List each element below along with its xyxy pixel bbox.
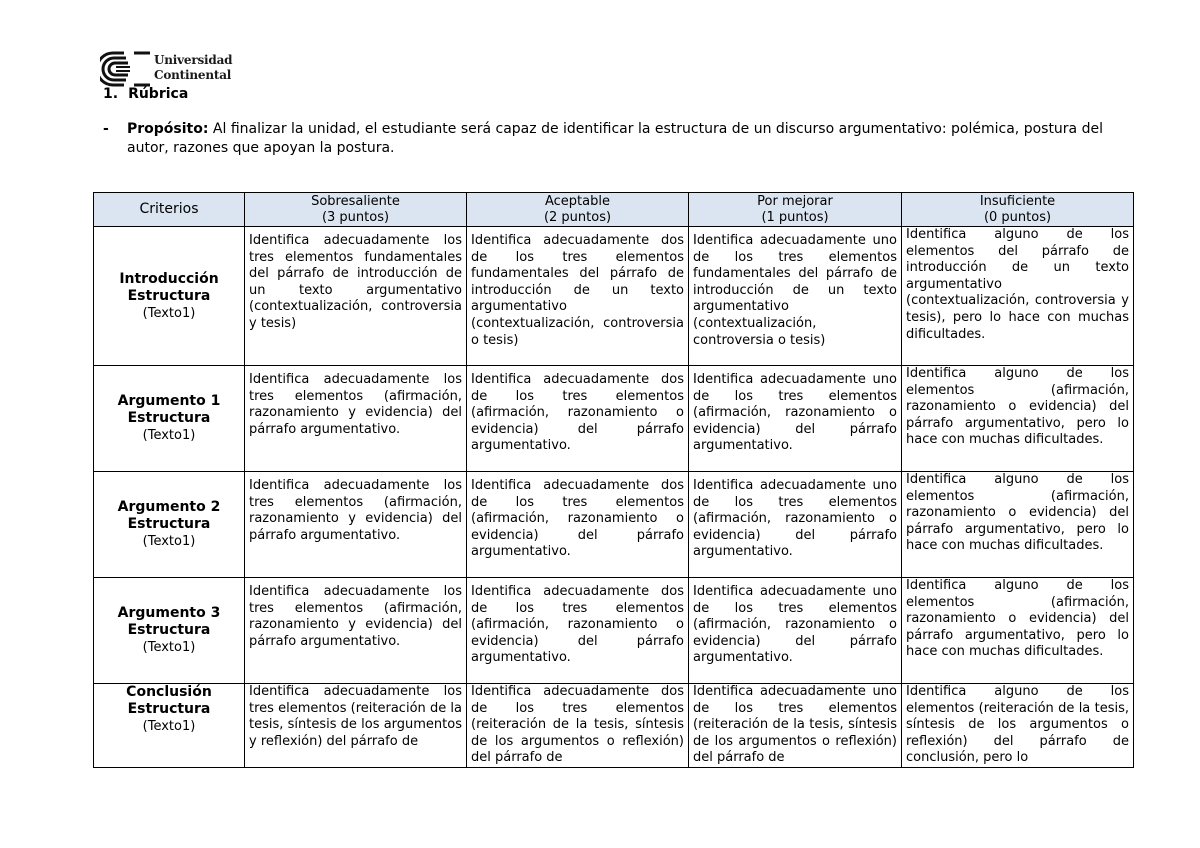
- cell-sobresaliente: Identifica adecuadamente los tres elementos (afirmación, razonamiento y evidencia) del párrafo argumentativo.: [245, 366, 467, 472]
- criterion-title: Argumento 1: [117, 393, 221, 409]
- table-row-introduccion: [94, 227, 1134, 366]
- purpose-text-block: [127, 120, 1123, 158]
- cell-insuficiente: Identifica alguno de los elementos del párrafo de introducción de un texto argumentativo (contextualización, controversia y tesis), pero lo hace con muchas dificultades.: [902, 227, 1134, 366]
- cell-aceptable: Identifica adecuadamente dos de los tres elementos (afirmación, razonamiento o evidencia) del párrafo argumentativo.: [467, 366, 689, 472]
- cell-por-mejorar: Identifica adecuadamente uno de los tres elementos (afirmación, razonamiento o evidencia) del párrafo argumentativo.: [689, 366, 902, 472]
- cell-por-mejorar: Identifica adecuadamente uno de los tres elementos (afirmación, razonamiento o evidencia) del párrafo argumentativo.: [689, 578, 902, 684]
- criterion-subtitle: Estructura: [127, 622, 211, 638]
- header-title: Por mejorar: [757, 194, 833, 209]
- criterion-source: (Texto1): [142, 428, 196, 443]
- purpose-paragraph: [103, 120, 1123, 158]
- table-row-conclusion: [94, 684, 1134, 768]
- table-row-argumento-2: [94, 472, 1134, 578]
- cell-insuficiente: Identifica alguno de los elementos (afirmación, razonamiento o evidencia) del párrafo argumentativo, pero lo hace con muchas dificultades.: [902, 472, 1134, 578]
- logo-line-2: Continental: [154, 68, 232, 82]
- criterion-subtitle: Estructura: [127, 410, 211, 426]
- criterion-source: (Texto1): [142, 534, 196, 549]
- cell-por-mejorar: Identifica adecuadamente uno de los tres elementos fundamentales del párrafo de introducción de un texto argumentativo (contextualización, controversia o tesis): [689, 227, 902, 366]
- cell-aceptable: Identifica adecuadamente dos de los tres elementos (afirmación, razonamiento o evidencia) del párrafo argumentativo.: [467, 472, 689, 578]
- section-number: 1.: [103, 86, 119, 102]
- header-criterios: [94, 193, 245, 227]
- logo-line-1: Universidad: [154, 53, 233, 67]
- header-title: Criterios: [139, 200, 199, 217]
- table-header-row: [94, 193, 1134, 227]
- purpose-text: Al finalizar la unidad, el estudiante será capaz de identificar la estructura de un discurso argumentativo: polémica, postura del autor, razones que apoyan la postura.: [127, 121, 1103, 156]
- criterion-source: (Texto1): [142, 305, 196, 321]
- cell-por-mejorar: Identifica adecuadamente uno de los tres elementos (afirmación, razonamiento o evidencia) del párrafo argumentativo.: [689, 472, 902, 578]
- cell-sobresaliente: Identifica adecuadamente los tres elementos (reiteración de la tesis, síntesis de los argumentos y reflexión) del párrafo de: [245, 684, 467, 768]
- section-title: Rúbrica: [128, 86, 189, 102]
- header-aceptable: [467, 193, 689, 227]
- header-title: Sobresaliente: [311, 194, 400, 209]
- criterion-cell: [94, 578, 245, 684]
- cell-sobresaliente: Identifica adecuadamente los tres elementos fundamentales del párrafo de introducción de un texto argumentativo (contextualización, controversia y tesis): [245, 227, 467, 366]
- criterion-title: Introducción: [119, 270, 219, 287]
- header-title: Aceptable: [545, 194, 610, 209]
- bullet-dash: -: [103, 121, 109, 137]
- header-points: (3 puntos): [321, 209, 390, 225]
- header-points: (0 puntos): [983, 209, 1052, 225]
- criterion-title: Argumento 3: [117, 605, 221, 621]
- header-sobresaliente: [245, 193, 467, 227]
- criterion-cell: [94, 472, 245, 578]
- criterion-subtitle: Estructura: [127, 287, 211, 304]
- criterion-cell: [94, 684, 245, 768]
- criterion-cell: [94, 227, 245, 366]
- logo-text: [154, 53, 232, 83]
- cell-insuficiente: Identifica alguno de los elementos (afirmación, razonamiento o evidencia) del párrafo argumentativo, pero lo hace con muchas dificultades.: [902, 578, 1134, 684]
- purpose-label: Propósito:: [127, 121, 209, 137]
- criterion-subtitle: Estructura: [127, 516, 211, 532]
- cell-por-mejorar: Identifica adecuadamente uno de los tres elementos (reiteración de la tesis, síntesis de los argumentos o reflexión) del párrafo de: [689, 684, 902, 768]
- table-row-argumento-1: [94, 366, 1134, 472]
- cell-aceptable: Identifica adecuadamente dos de los tres elementos fundamentales del párrafo de introducción de un texto argumentativo (contextualización, controversia o tesis): [467, 227, 689, 366]
- header-title: Insuficiente: [979, 194, 1056, 209]
- cell-sobresaliente: Identifica adecuadamente los tres elementos (afirmación, razonamiento y evidencia) del párrafo argumentativo.: [245, 578, 467, 684]
- cell-insuficiente: Identifica alguno de los elementos (afirmación, razonamiento o evidencia) del párrafo argumentativo, pero lo hace con muchas dificultades.: [902, 366, 1134, 472]
- cell-sobresaliente: Identifica adecuadamente los tres elementos (afirmación, razonamiento y evidencia) del párrafo argumentativo.: [245, 472, 467, 578]
- cell-insuficiente: Identifica alguno de los elementos (reiteración de la tesis, síntesis de los argumentos o reflexión) del párrafo de conclusión, pero lo: [902, 684, 1134, 768]
- rubric-table: [93, 192, 1134, 768]
- section-heading: [103, 86, 188, 102]
- criterion-source: (Texto1): [142, 719, 196, 734]
- criterion-source: (Texto1): [142, 640, 196, 655]
- header-points: (1 puntos): [761, 209, 829, 225]
- header-insuficiente: [902, 193, 1134, 227]
- table-row-argumento-3: [94, 578, 1134, 684]
- criterion-subtitle: Estructura: [127, 701, 211, 717]
- criterion-title: Conclusión: [126, 684, 212, 700]
- university-logo: [100, 50, 233, 90]
- criterion-cell: [94, 366, 245, 472]
- cell-aceptable: Identifica adecuadamente dos de los tres elementos (reiteración de la tesis, síntesis de los argumentos o reflexión) del párrafo de: [467, 684, 689, 768]
- header-points: (2 puntos): [543, 209, 612, 225]
- header-por-mejorar: [689, 193, 902, 227]
- logo-mark-icon: [100, 50, 152, 88]
- criterion-title: Argumento 2: [117, 499, 221, 515]
- cell-aceptable: Identifica adecuadamente dos de los tres elementos (afirmación, razonamiento o evidencia) del párrafo argumentativo.: [467, 578, 689, 684]
